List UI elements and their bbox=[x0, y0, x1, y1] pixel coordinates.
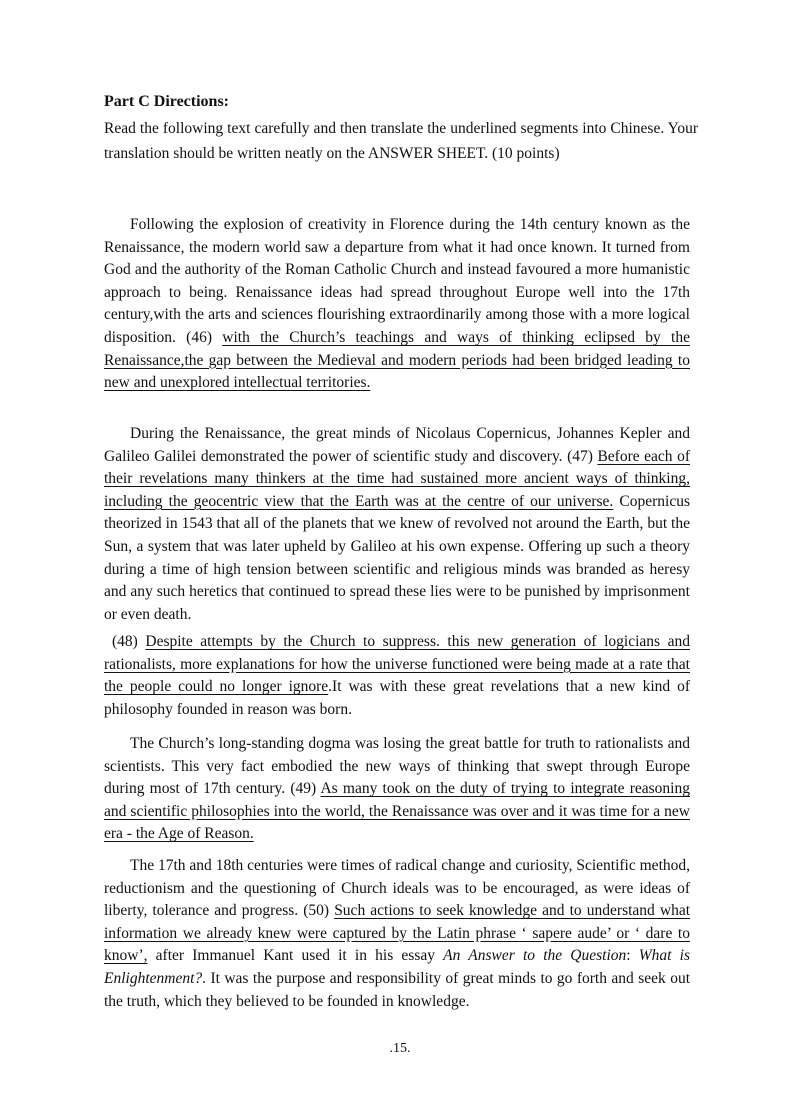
passage-paragraph-5 bbox=[104, 855, 690, 1013]
paragraph-text: Following the explosion of creativity in Florence during the 14th century known as the Renaissance, the modern world saw a departure from what it had once known. It turned from God and the authority of the Roman Catholic Church and instead favoured a more humanistic approach to being. Renaissance ideas had spread throughout Europe well into the 17th century,with the arts and sciences flourishing extraordinarily among those with a more logical disposition. (46) bbox=[104, 216, 690, 346]
underlined-segment-46: with the Church’s teachings and ways of thinking eclipsed by the Renaissance,the gap between the Medieval and modern periods had been bridged leading to new and unexplored intellectual territories. bbox=[104, 328, 690, 392]
directions-text: Read the following text carefully and then translate the underlined segments into Chinese. Your translation should be written neatly on the ANSWER SHEET. (10 points) bbox=[104, 120, 698, 162]
passage-paragraph-2 bbox=[104, 423, 690, 626]
paragraph-text: (48) bbox=[112, 633, 146, 650]
paragraph-text: .It was with these great revelations that a new kind of philosophy founded in reason was born. bbox=[104, 678, 690, 718]
page-number: .15. bbox=[389, 1041, 411, 1056]
paragraph-text: Copernicus theorized in 1543 that all of the planets that we knew of revolved not around the Earth, but the Sun, a system that was later upheld by Galileo at his own expense. Offering up such a theory during a time of high tension between scientific and religious minds was branded as heresy and any such heretics that continued to spread these lies were to be punished by imprisonment or even death. bbox=[104, 492, 690, 623]
underlined-segment-47: Before each of their revelations many thinkers at the time had sustained more ancient ways of thinking, including the geocentric view that the Earth was at the centre of our universe. bbox=[104, 447, 690, 510]
paragraph-text: after Immanuel Kant used it in his essay bbox=[147, 947, 444, 965]
paragraph-text: The 17th and 18th centuries were times of radical change and curiosity, Scientific method, reductionism and the questioning of Church ideals was to be encouraged, as were ideas of liberty, tolerance and progress. (50) bbox=[104, 857, 690, 920]
essay-title-part-2: What is Enlightenment? bbox=[104, 947, 690, 987]
essay-title-part-1: An Answer to the Question bbox=[443, 947, 627, 965]
passage-paragraph-4 bbox=[104, 733, 690, 846]
passage-paragraph-1 bbox=[104, 214, 690, 395]
passage-paragraph-3 bbox=[104, 631, 690, 721]
paragraph-text: : bbox=[626, 947, 639, 965]
section-heading: Part C Directions: bbox=[104, 93, 229, 110]
underlined-segment-50: Such actions to seek knowledge and to understand what information we already knew were captured by the Latin phrase ‘ sapere aude’ or ‘ dare to know’, bbox=[104, 902, 691, 965]
underlined-segment-48: Despite attempts by the Church to suppress. this new generation of logicians and rationalists, more explanations for how the universe functioned were being made at a rate that the people could no longer ignore bbox=[104, 633, 690, 696]
paragraph-text: The Church’s long-standing dogma was losing the great battle for truth to rationalists and scientists. This very fact embodied the new ways of thinking that swept through Europe during most of 17th century. (49) bbox=[104, 735, 690, 798]
paragraph-text: . It was the purpose and responsibility of great minds to go forth and seek out the truth, which they believed to be founded in knowledge. bbox=[104, 969, 690, 1010]
paragraph-text: During the Renaissance, the great minds of Nicolaus Copernicus, Johannes Kepler and Galileo Galilei demonstrated the power of scientific study and discovery. (47) bbox=[104, 425, 690, 465]
underlined-segment-49: As many took on the duty of trying to integrate reasoning and scientific philosophies into the world, the Renaissance was over and it was time for a new era - the Age of Reason. bbox=[104, 780, 690, 843]
